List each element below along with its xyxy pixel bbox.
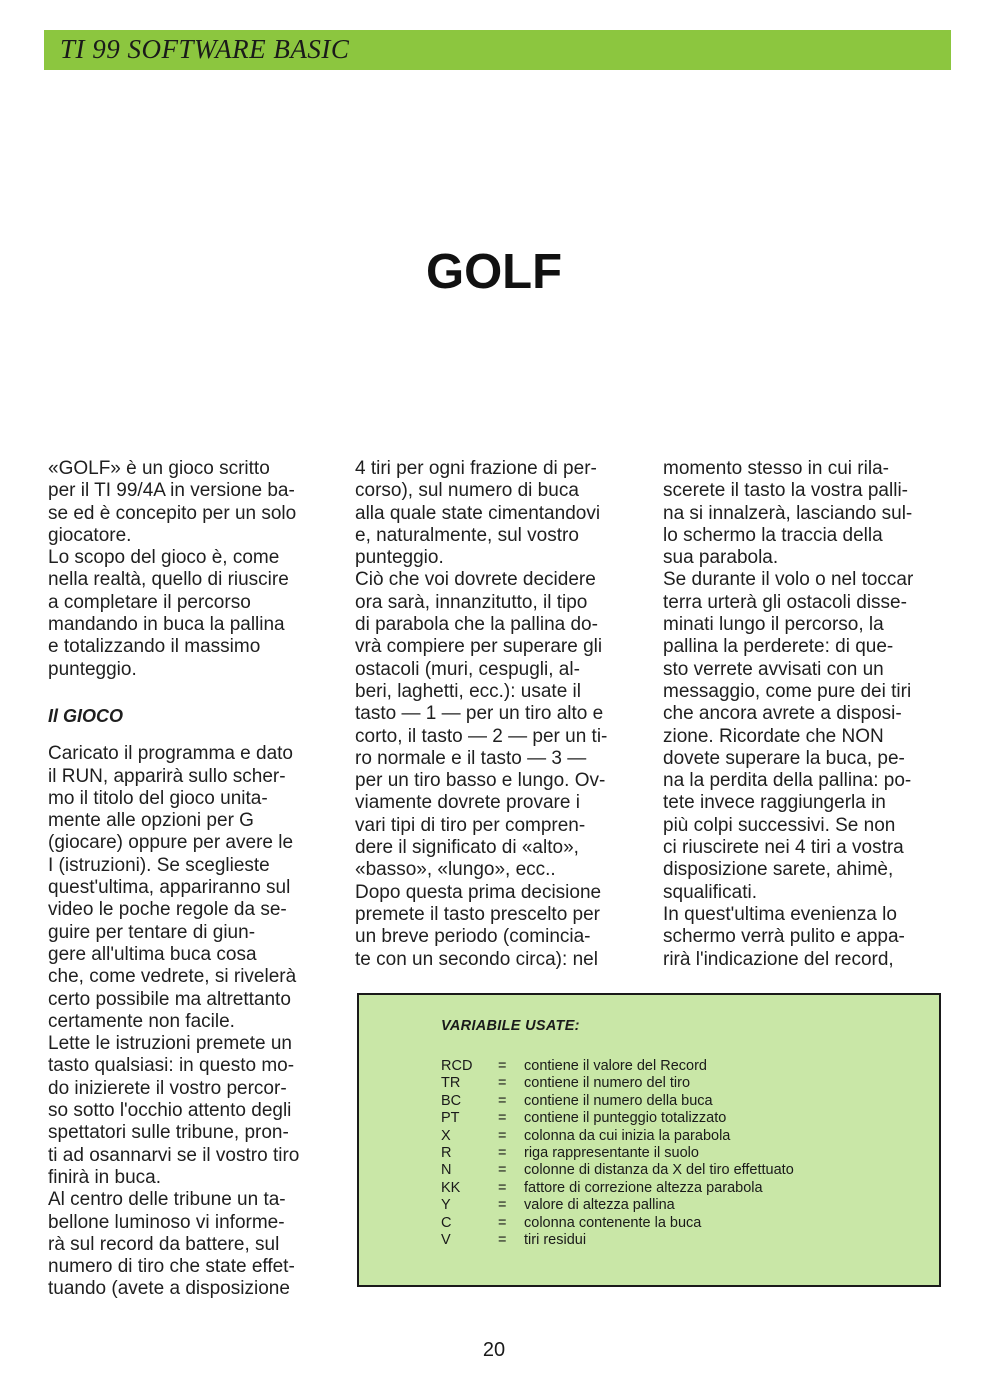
variable-description: contiene il numero del tiro: [524, 1075, 691, 1092]
variable-row: [441, 1162, 921, 1179]
variable-name: R: [441, 1144, 452, 1161]
equals-sign: =: [498, 1197, 507, 1214]
equals-sign: =: [498, 1231, 507, 1248]
variable-name: X: [441, 1127, 451, 1144]
equals-sign: =: [498, 1179, 507, 1196]
variable-description: contiene il numero della buca: [524, 1092, 713, 1109]
variable-name: RCD: [441, 1058, 473, 1074]
variable-name: BC: [441, 1092, 462, 1109]
variable-row: [441, 1110, 921, 1127]
variable-row: [441, 1128, 921, 1145]
variables-box: [357, 993, 941, 1287]
page-number: 20: [482, 1339, 506, 1361]
variable-name: TR: [441, 1075, 461, 1092]
equals-sign: =: [498, 1162, 507, 1179]
text-column-2: [355, 458, 638, 971]
variable-description: contiene il valore del Record: [524, 1058, 707, 1074]
equals-sign: =: [498, 1127, 507, 1144]
equals-sign: =: [498, 1058, 507, 1074]
section-heading-gioco: Il GIOCO: [48, 705, 124, 726]
variable-row: [441, 1093, 921, 1110]
variable-name: KK: [441, 1179, 461, 1196]
header-band: [44, 30, 951, 70]
variable-name: Y: [441, 1197, 451, 1214]
variable-description: colonna da cui inizia la parabola: [524, 1127, 731, 1144]
variable-name: V: [441, 1231, 451, 1248]
variable-name: N: [441, 1162, 452, 1179]
variable-row: [441, 1145, 921, 1162]
column-2-body: 4 tiri per ogni frazione di per- corso), sul numero di buca alla quale state cimentandovi e, naturalmente, sul vostro punteggio. Ciò che voi dovrete decidere ora sarà, innanzitutto, il tipo di parabola che la pallina do- vrà compiere per superare gli ostacoli (muri, cespugli, al- beri, laghetti, ecc.): usate il tasto — 1 — per un tiro alto e corto, il tasto — 2 — per un ti- ro normale e il tasto — 3 — per un tiro basso e lungo. Ov- viamente dovrete provare i vari tipi di tiro per compren- dere il significato di «alto», «basso», «lungo», ecc.. Dopo questa prima decisione premete il tasto prescelto per un breve periodo (comincia- te con un secondo circa): nel: [355, 458, 608, 970]
running-header-title: TI 99 SOFTWARE BASIC: [60, 34, 350, 64]
equals-sign: =: [498, 1214, 507, 1231]
intro-paragraph: «GOLF» è un gioco scritto per il TI 99/4A in versione ba- se ed è concepito per un solo giocatore. Lo scopo del gioco è, come nella realtà, quello di riuscire a completare il percorso mandando in buca la pallina e totalizzando il massimo punteggio.: [48, 458, 297, 680]
variable-description: colonna contenente la buca: [524, 1214, 702, 1231]
variable-description: valore di altezza pallina: [524, 1197, 675, 1214]
variable-name: C: [441, 1214, 452, 1231]
variables-heading: VARIABILE USATE:: [441, 1018, 580, 1034]
text-column-1: [48, 458, 332, 1301]
equals-sign: =: [498, 1110, 507, 1127]
column-1-body: Caricato il programma e dato il RUN, apparirà sullo scher- mo il titolo del gioco unita- mente alle opzioni per G (giocare) oppure per avere le I (istruzioni). Se sceglieste quest'ultima, appariranno sul video le poche regole da se- guire per tentare di giun- gere all'ultima buca cosa che, come vedrete, si rivelerà certo possibile ma altrettanto certamente non facile. Lette le istruzioni premete un tasto qualsiasi: in questo mo- do inizierete il vostro percor- so sotto l'occhio attento degli spettatori sulle tribune, pron- ti ad osannarvi se il vostro tiro finirà in buca. Al centro delle tribune un ta- bellone luminoso vi informe- rà sul record da battere, sul numero di tiro che state effet- tuando (avete a disposizione: [48, 743, 300, 1300]
variable-row: [441, 1232, 921, 1249]
variable-row: [441, 1058, 921, 1075]
variable-row: [441, 1075, 921, 1092]
equals-sign: =: [498, 1092, 507, 1109]
variable-description: contiene il punteggio totalizzato: [524, 1110, 727, 1127]
variable-row: [441, 1197, 921, 1214]
variable-description: tiri residui: [524, 1231, 587, 1248]
variable-row: [441, 1215, 921, 1232]
article-title: GOLF: [425, 245, 563, 299]
variables-list: [441, 1058, 921, 1249]
text-column-3: [663, 458, 948, 971]
variable-name: PT: [441, 1110, 460, 1127]
equals-sign: =: [498, 1075, 507, 1092]
variable-description: colonne di distanza da X del tiro effettuato: [524, 1162, 794, 1179]
column-3-body: momento stesso in cui rila- scerete il tasto la vostra palli- na si innalzerà, lasciando sul- lo schermo la traccia della sua parabola. Se durante il volo o nel toccar terra urterà gli ostacoli disse- minati lungo il percorso, la pallina la perderete: di que- sto verrete avvisati con un messaggio, come pure dei tiri che ancora avrete a disposi- zione. Ricordate che NON dovete superare la buca, pe- na la perdita della pallina: po- tete invece raggiungerla in più colpi successivi. Se non ci riuscirete nei 4 tiri a vostra disposizione sarete, ahimè, squalificati. In quest'ultima evenienza lo schermo verrà pulito e appa- rirà l'indicazione del record,: [663, 458, 914, 970]
variable-row: [441, 1180, 921, 1197]
variable-description: riga rappresentante il suolo: [524, 1144, 699, 1161]
variable-description: fattore di correzione altezza parabola: [524, 1179, 763, 1196]
equals-sign: =: [498, 1144, 507, 1161]
